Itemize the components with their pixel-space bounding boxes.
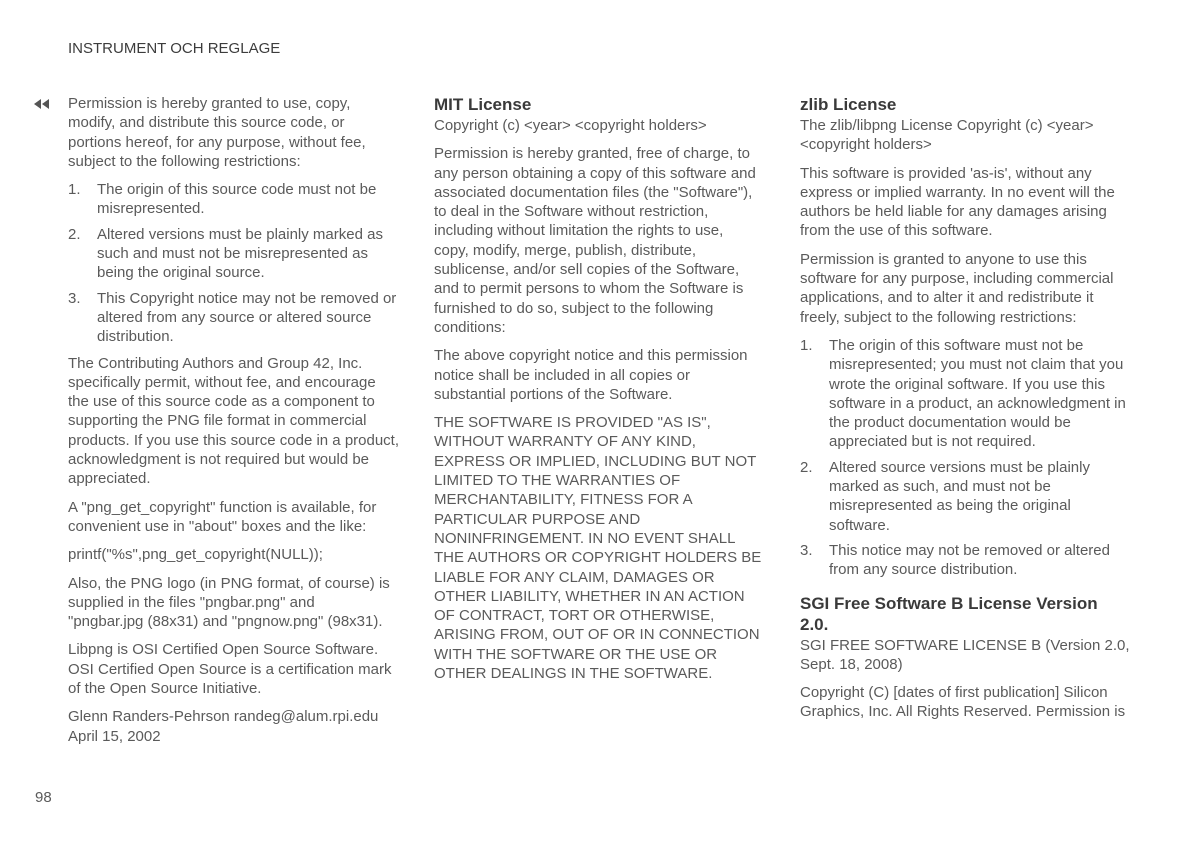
libpng-restrictions-list — [68, 180, 413, 352]
list-item-text: The origin of this source code must not be misrepresented. — [97, 181, 377, 218]
code-example: printf("%s",png_get_copyright(NULL)); — [68, 546, 323, 564]
list-item — [68, 180, 413, 219]
list-item-text: Altered source versions must be plainly marked as such, and must not be misrepresented as being the original software. — [829, 458, 1090, 534]
list-item-text: This Copyright notice may not be removed or altered from any source or altered source distribution. — [97, 289, 397, 346]
list-item — [800, 336, 1145, 452]
mit-license-column — [434, 94, 779, 692]
copyright-function-paragraph: A "png_get_copyright" function is available, for convenient use in "about" boxes and the like: — [68, 498, 377, 535]
list-item — [68, 225, 413, 283]
zlib-license-heading: zlib License — [800, 95, 897, 114]
zlib-permission-paragraph: Permission is granted to anyone to use this software for any purpose, including commercial applications, and to alter it and redistribute it freely, subject to the following restrictions: — [800, 250, 1114, 326]
list-item — [800, 458, 1145, 535]
zlib-copyright-line: The zlib/libpng License Copyright (c) <year> <copyright holders> — [800, 117, 1094, 154]
list-item-number: 3. — [800, 541, 813, 559]
png-logo-paragraph: Also, the PNG logo (in PNG format, of course) is supplied in the files "pngbar.png" and "pngbar.jpg (88x31) and "pngnow.png" (98x31). — [68, 574, 390, 631]
mit-license-heading: MIT License — [434, 95, 532, 114]
list-item-number: 1. — [800, 336, 813, 354]
list-item-text: The origin of this software must not be misrepresented; you must not claim that you wrote the original software. If you use this software in a product, an acknowledgment in the product documentation would be appreciated but is not required. — [829, 336, 1126, 451]
author-signature: Glenn Randers-Pehrson randeg@alum.rpi.edu April 15, 2002 — [68, 708, 379, 745]
zlib-restrictions-list — [800, 336, 1145, 586]
zlib-sgi-license-column — [800, 94, 1145, 731]
mit-notice-paragraph: The above copyright notice and this permission notice shall be included in all copies or substantial portions of the Software. — [434, 347, 748, 403]
section-title: INSTRUMENT OCH REGLAGE — [68, 40, 281, 57]
list-item-text: Altered versions must be plainly marked as such and must not be misrepresented as being the original source. — [97, 225, 383, 282]
double-arrow-left-icon — [34, 99, 50, 109]
list-item-number: 2. — [68, 225, 81, 243]
zlib-disclaimer-paragraph: This software is provided 'as-is', without any express or implied warranty. In no event will the authors be held liable for any damages arising from the use of this software. — [800, 164, 1115, 240]
contributing-authors-paragraph: The Contributing Authors and Group 42, Inc. specifically permit, without fee, and encourage the use of this source code as a component to supporting the PNG file format in commercial products. If you use this source code in a product, acknowledgment is not required but would be appreciated. — [68, 354, 400, 488]
mit-permission-paragraph: Permission is hereby granted, free of charge, to any person obtaining a copy of this software and associated documentation files (the "Software"), to deal in the Software without restriction, including without limitation the rights to use, copy, modify, merge, publish, distribute, sublicense, and/or sell copies of the Software, and to permit persons to whom the Software is furnished to do so, subject to the following conditions: — [434, 145, 756, 336]
list-item-text: This notice may not be removed or altered from any source distribution. — [829, 541, 1110, 579]
list-item-number: 3. — [68, 289, 81, 307]
sgi-license-heading: SGI Free Software B License Version 2.0. — [800, 593, 1098, 634]
libpng-intro-paragraph: Permission is hereby granted to use, copy, modify, and distribute this source code, or portions hereof, for any purpose, without fee, subject to the following restrictions: — [68, 95, 366, 170]
sgi-copyright-paragraph: Copyright (C) [dates of first publication] Silicon Graphics, Inc. All Rights Reserved. Permission is — [800, 684, 1126, 721]
sgi-license-subtitle: SGI FREE SOFTWARE LICENSE B (Version 2.0, Sept. 18, 2008) — [800, 636, 1130, 673]
list-item-number: 1. — [68, 181, 81, 199]
mit-warranty-disclaimer: THE SOFTWARE IS PROVIDED "AS IS", WITHOUT WARRANTY OF ANY KIND, EXPRESS OR IMPLIED, INCLUDING BUT NOT LIMITED TO THE WARRANTIES OF MERCHANTABILITY, FITNESS FOR A PARTICULAR PURPOSE AND NONINFRINGEMENT. IN NO EVENT SHALL THE AUTHORS OR COPYRIGHT HOLDERS BE LIABLE FOR ANY CLAIM, DAMAGES OR OTHER LIABILITY, WHETHER IN AN ACTION OF CONTRACT, TORT OR OTHERWISE, ARISING FROM, OUT OF OR IN CONNECTION WITH THE SOFTWARE OR THE USE OR OTHER DEALINGS IN THE SOFTWARE. — [434, 414, 762, 683]
list-item — [800, 541, 1145, 580]
page-number: 98 — [35, 789, 52, 806]
list-item — [68, 289, 413, 347]
list-item-number: 2. — [800, 458, 813, 476]
osi-certification-paragraph: Libpng is OSI Certified Open Source Software. OSI Certified Open Source is a certification mark of the Open Source Initiative. — [68, 641, 392, 698]
mit-copyright-line: Copyright (c) <year> <copyright holders> — [434, 117, 707, 134]
libpng-notice-column — [68, 94, 413, 755]
